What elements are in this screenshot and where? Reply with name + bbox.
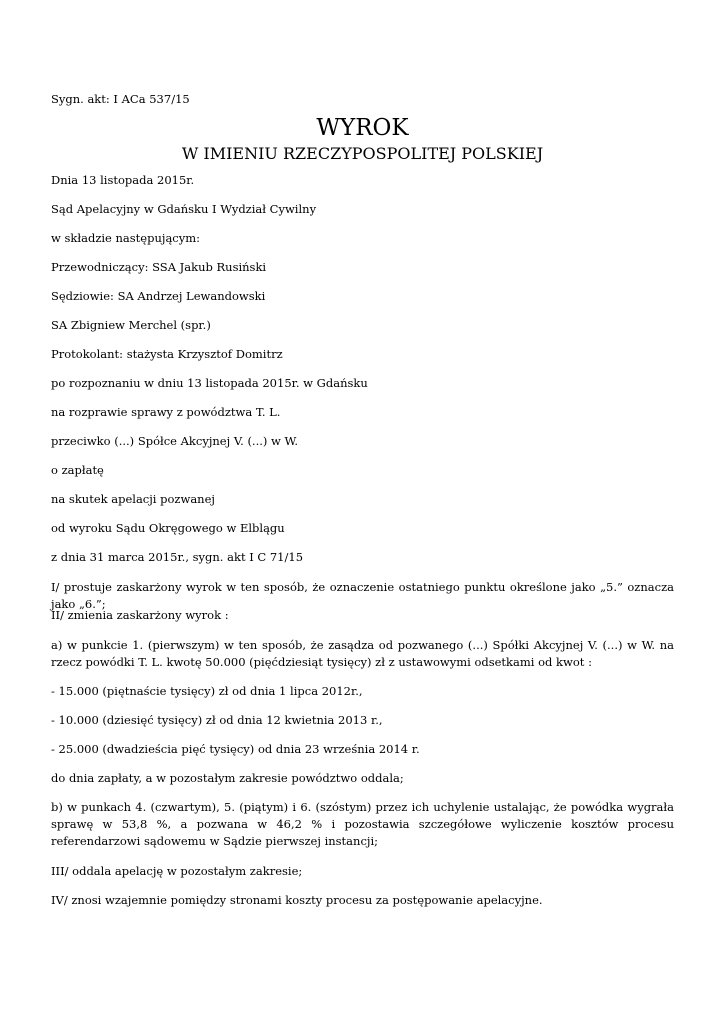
hearing-info: po rozpoznaniu w dniu 13 listopada 2015r. w Gdańsku (51, 376, 368, 390)
lower-court-line: od wyroku Sądu Okręgowego w Elblągu (51, 521, 285, 535)
ruling-point-2: II/ zmienia zaskarżony wyrok : (51, 608, 229, 622)
ruling-point-2a: a) w punkcie 1. (pierwszym) w ten sposób, że zasądza od pozwanego (...) Spółki Akcyjnej V. (...) w W. na rzecz powódki T. L. kwotę 50.000 (pięćdziesiąt tysięcy) zł z ustawowymi odsetkami od kwot : (51, 638, 674, 669)
court-reporter: Protokolant: stażysta Krzysztof Domitrz (51, 347, 283, 361)
defendant-line: przeciwko (...) Spółce Akcyjnej V. (...) w W. (51, 434, 298, 448)
until-payment-clause: do dnia zapłaty, a w pozostałym zakresie powództwo oddala; (51, 771, 404, 785)
ruling-point-3: III/ oddala apelację w pozostałym zakresie; (51, 864, 303, 878)
ruling-point-2b: b) w punkach 4. (czwartym), 5. (piątym) i 6. (szóstym) przez ich uchylenie ustalając, że powódka wygrała sprawę w 53,8 %, a pozwana w 46,2 % i pozostawia szczegółowe wyliczenie kosztów procesu referendarzowi sądowemu w Sądzie pierwszej instancji; (51, 800, 674, 848)
document-subtitle: W IMIENIU RZECZYPOSPOLITEJ POLSKIEJ (181, 144, 544, 163)
judge-rapporteur: SA Zbigniew Merchel (spr.) (51, 318, 211, 332)
document-title: WYROK (316, 115, 409, 141)
interest-amount-3: - 25.000 (dwadzieścia pięć tysięcy) od dnia 23 września 2014 r. (51, 742, 420, 756)
ruling-point-1: I/ prostuje zaskarżony wyrok w ten sposób, że oznaczenie ostatniego punktu określone jako „5.” oznacza jako „6.”; (51, 580, 674, 611)
ruling-point-4: IV/ znosi wzajemnie pomiędzy stronami koszty procesu za postępowanie apelacyjne. (51, 893, 543, 907)
claim-subject: o zapłatę (51, 463, 104, 477)
case-signature: Sygn. akt: I ACa 537/15 (51, 92, 190, 106)
judges: Sędziowie: SA Andrzej Lewandowski (51, 289, 266, 303)
presiding-judge: Przewodniczący: SSA Jakub Rusiński (51, 260, 267, 274)
interest-amount-1: - 15.000 (piętnaście tysięcy) zł od dnia 1 lipca 2012r., (51, 684, 363, 698)
plaintiff-line: na rozprawie sprawy z powództwa T. L. (51, 405, 281, 419)
composition-intro: w składzie następującym: (51, 231, 201, 245)
court-name: Sąd Apelacyjny w Gdańsku I Wydział Cywilny (51, 202, 317, 216)
judgment-date: Dnia 13 listopada 2015r. (51, 173, 195, 187)
lower-court-date: z dnia 31 marca 2015r., sygn. akt I C 71/15 (51, 550, 304, 564)
appeal-line: na skutek apelacji pozwanej (51, 492, 215, 506)
interest-amount-2: - 10.000 (dziesięć tysięcy) zł od dnia 12 kwietnia 2013 r., (51, 713, 383, 727)
